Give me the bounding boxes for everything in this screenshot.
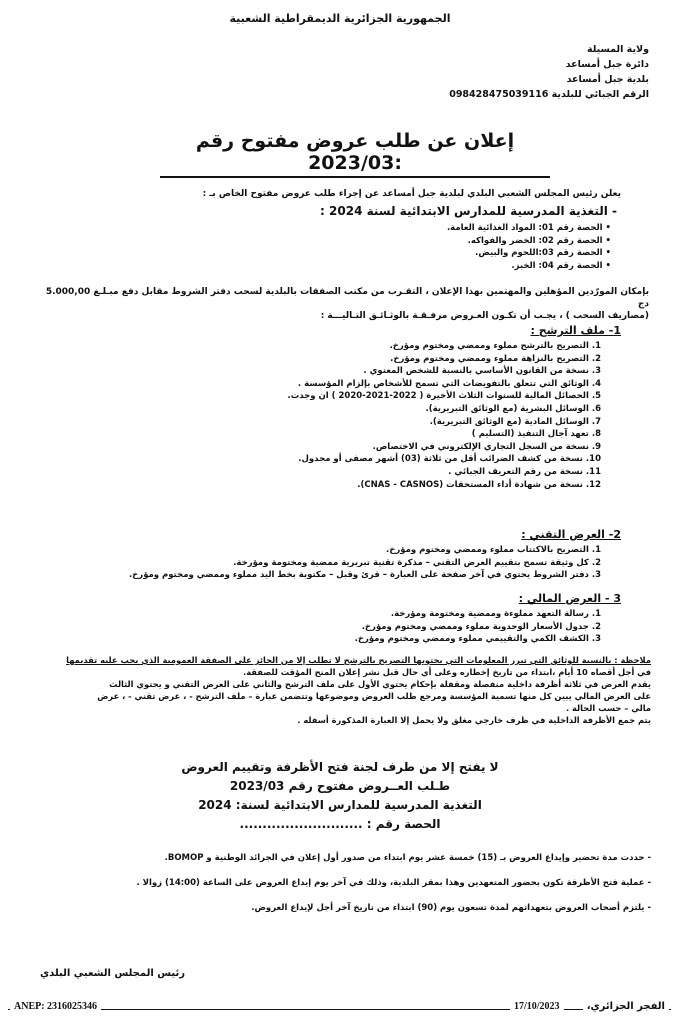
- note-line: يتم جمع الأظرفة الداخلية في ظرف خارجي مغلق ولا يحمل إلا العبارة المذكورة أسفله .: [297, 715, 651, 725]
- section3-heading: 3 - العرض المالي :: [518, 592, 621, 605]
- list-item: 12. نسخة من شهادة أداء المستحقات (CNAS - CASNOS).: [357, 479, 601, 490]
- term-line: - عملية فتح الأظرفة تكون بحضور المتعهدين وهذا بمقر البلدية، وذلك في آخر يوم إيداع العروض على الساعة (14:00) زوالا .: [136, 878, 651, 888]
- newspaper-name: الفجر الجزائري،: [583, 1001, 669, 1012]
- baladiya-line: بلدية جبل أمساعد: [566, 74, 649, 85]
- list-item: 1. التصريح بالاكتتاب مملوء وممضي ومختوم ومؤرخ.: [386, 545, 601, 555]
- list-item: 3. نسخة من القانون الأساسي بالنسبة للشخص المعنوي .: [363, 366, 601, 377]
- lot-item: • الحصة رقم 02: الخضر والفواكه.: [467, 235, 611, 246]
- publication-date: 17/10/2023: [510, 1001, 564, 1012]
- list-item: 5. الحصائل المالية للسنوات الثلاث الأخيرة ( 2022-2021-2020 ) ان وجدت.: [287, 391, 601, 402]
- term-line: - حددت مدة تحضير وإيداع العروض بـ (15) خمسة عشر يوم ابتداء من صدور أول إعلان في الجرائد الوطنية و BOMOP.: [164, 853, 651, 863]
- list-item: 2. كل وثيقة تسمح بتقييم العرض التقني – مذكرة تقنية تبريرية ممضية ومختومة ومؤرخة.: [233, 557, 601, 568]
- note-line: في أجل أقصاه 10 أيام ،ابتداء من تاريخ إخطاره وعلى أي حال قبل نشر إعلان المنح المؤقت للصفقة.: [243, 667, 651, 677]
- eligibility-text: [39, 286, 649, 322]
- lot-label: الحصة رقم 02: الخضر والفواكه.: [467, 235, 603, 246]
- list-item: 7. الوسائل المادية (مع الوثائق التبريرية).: [429, 416, 601, 427]
- list-item: 6. الوسائل البشرية (مع الوثائق التبريرية).: [425, 403, 601, 414]
- wilaya-line: ولاية المسيلة: [587, 44, 649, 55]
- footer-rule: [8, 1009, 671, 1010]
- announcement-title: إعلان عن طلب عروض مفتوح رقم :2023/03: [160, 130, 550, 178]
- project-title: - التغذية المدرسية للمدارس الابتدائية لسنة 2024 :: [320, 204, 617, 218]
- section2-list: [61, 544, 601, 582]
- list-item: 2. التصريح بالنزاهة مملوء وممضي ومختوم ومؤرخ.: [390, 353, 601, 364]
- lot-item: • الحصة رقم 01: المواد الغذائية العامة.: [446, 223, 611, 233]
- section1-list: [121, 340, 601, 491]
- term-line: - يلتزم أصحاب العروض بتعهداتهم لمدة تسعون يوم (90) ابتداء من تاريخ آخر أجل لإيداع العروض.: [251, 903, 651, 913]
- envelope-line: لا يفتح إلا من طرف لجنة فتح الأظرفة وتقييم العروض: [181, 760, 499, 774]
- lots-list: [211, 222, 611, 272]
- list-item: 3. الكشف الكمي والتقييمي مملوء وممضي ومختوم ومؤرخ.: [354, 634, 601, 645]
- section1-heading: 1- ملف الترشح :: [530, 324, 621, 337]
- list-item: 3. دفتر الشروط يحتوي في آخر صفحة على العبارة – قرئ وقبل – مكتوبة بخط اليد مملوء وممضي ومختوم ومؤرخ.: [128, 570, 601, 581]
- list-item: 1. التصريح بالترشح مملوء وممضي ومختوم ومؤرخ.: [389, 341, 601, 351]
- intro-text: يعلن رئيس المجلس الشعبي البلدي لبلدية جبل أمساعد عن إجراء طلب عروض مفتوح الخاص بـ :: [202, 189, 621, 199]
- list-item: 11. نسخة من رقم التعريف الجبائي .: [448, 466, 601, 477]
- lot-item: • الحصة رقم 03:اللحوم والبيض.: [475, 248, 611, 259]
- envelope-line: الحصة رقم : ...........................: [239, 817, 441, 831]
- lot-label: الحصة رقم 04: الخبز.: [511, 260, 603, 271]
- eligibility-line: بإمكان المورّدين المؤهلين والمهتمين بهذا الإعلان ، التقـرب من مكتب الصفقات بالبلدية لسحب دفتر الشروط مقابل دفع مبـلـغ 5.000,00 دج: [45, 287, 649, 309]
- lot-label: الحصة رقم 03:اللحوم والبيض.: [475, 248, 603, 259]
- list-item: 9. نسخة من السجل التجاري الإلكتروني في الاختصاص.: [372, 441, 601, 452]
- daira-line: دائرة جبل أمساعد: [565, 59, 649, 70]
- envelope-block: [150, 758, 530, 834]
- note-line: ملاحظة : بالنسبة للوثائق التي تبرر المعلومات التي يحتويها التصريح بالترشح لا تطلب إلا من الحائز على الصفقة العمومية الذي يجب عليه تقديمها: [66, 655, 651, 665]
- note-line: يقدم العرض في ثلاثة أظرفة داخلية منفصلة ومقفلة بإحكام يحتوي الأول على ملف الترشح والثاني على العرض التقني و يحتوي الثالث: [109, 679, 651, 689]
- admin-block: [389, 42, 649, 102]
- envelope-line: التغذية المدرسية للمدارس الابتدائية لسنة: 2024: [198, 798, 482, 812]
- republic-header: الجمهورية الجزائرية الديمقراطية الشعبية: [229, 12, 451, 25]
- note-block: [26, 654, 651, 726]
- envelope-line: طـلب العــروض مفتوح رقم 2023/03: [229, 779, 451, 793]
- note-line: على العرض المالي يبين كل منها تسمية المؤسسة ومرجع طلب العروض وموضوعها وتتضمن عبارة – ملف الترشح - ، عرض تقني - ، عرض: [97, 691, 651, 701]
- anep-number: ANEP: 2316025346: [10, 1001, 101, 1012]
- list-item: 2. جدول الأسعار الوحدوية مملوء وممضي ومختوم ومؤرخ.: [361, 621, 601, 632]
- list-item: 4. الوثائق التي تتعلق بالتفويضات التي تسمح للأشخاص بإلزام المؤسسة .: [297, 378, 601, 389]
- signature: رئيس المجلس الشعبي البلدي: [40, 968, 185, 979]
- eligibility-line: (مصاريف السحب ) ، يجـب أن تكـون العـروض مرفـقـة بالوثـائـق التـاليـــة :: [320, 311, 649, 321]
- lot-item: • الحصة رقم 04: الخبز.: [511, 260, 611, 271]
- lot-label: الحصة رقم 01: المواد الغذائية العامة.: [446, 223, 603, 233]
- tax-id-line: الرقم الجبائي للبلدية 098428475039116: [449, 89, 649, 100]
- list-item: 1. رسالة التعهد مملوءة وممضية ومختومة ومؤرخة.: [390, 609, 601, 619]
- list-item: 8. تعهد آجال التنفيذ (التسليم ): [471, 429, 601, 440]
- note-line: مالي – حسب الحالة .: [565, 703, 651, 713]
- list-item: 10. نسخة من كشف الضرائب أقل من ثلاثة (03) أشهر مصفى أو مجدول.: [298, 454, 601, 465]
- section2-heading: 2- العرض التقني :: [521, 528, 621, 541]
- terms-block: [26, 852, 651, 914]
- section3-list: [121, 608, 601, 646]
